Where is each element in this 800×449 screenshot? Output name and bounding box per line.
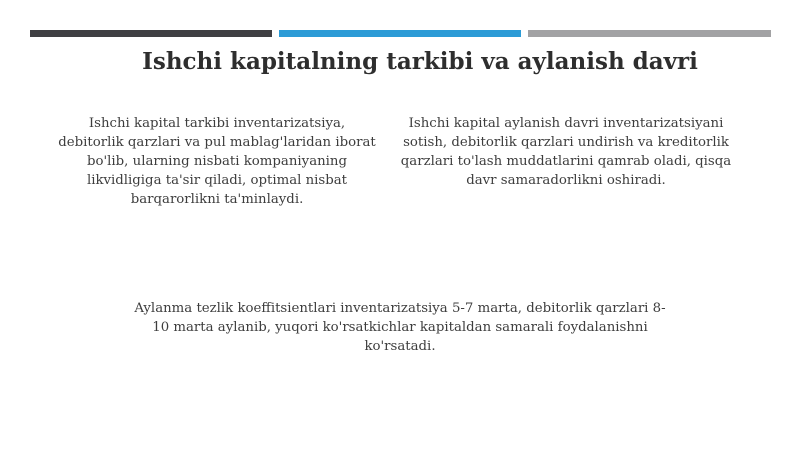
bottom-paragraph: Aylanma tezlik koeffitsientlari inventarizatsiya 5-7 marta, debitorlik qarzlari 8-10 marta aylanib, yuqori ko'rsatkichlar kapitaldan samarali foydalanishni ko'rsatadi.	[134, 301, 666, 354]
header-bar-gray	[528, 30, 771, 37]
header-bar-blue	[279, 30, 521, 37]
right-paragraph: Ishchi kapital aylanish davri inventarizatsiyani sotish, debitorlik qarzlari undirish va kreditorlik qarzlari to'lash muddatlarini qamrab oladi, qisqa davr samaradorlikni oshiradi.	[400, 116, 732, 188]
left-paragraph: Ishchi kapital tarkibi inventarizatsiya, debitorlik qarzlari va pul mablag'laridan iborat bo'lib, ularning nisbati kompaniyaning likvidligiga ta'sir qiladi, optimal nisbat barqarorlikni ta'minlaydi.	[58, 116, 376, 207]
header-bar-dark	[30, 30, 272, 37]
slide-title: Ishchi kapitalning tarkibi va aylanish davri	[142, 48, 698, 75]
